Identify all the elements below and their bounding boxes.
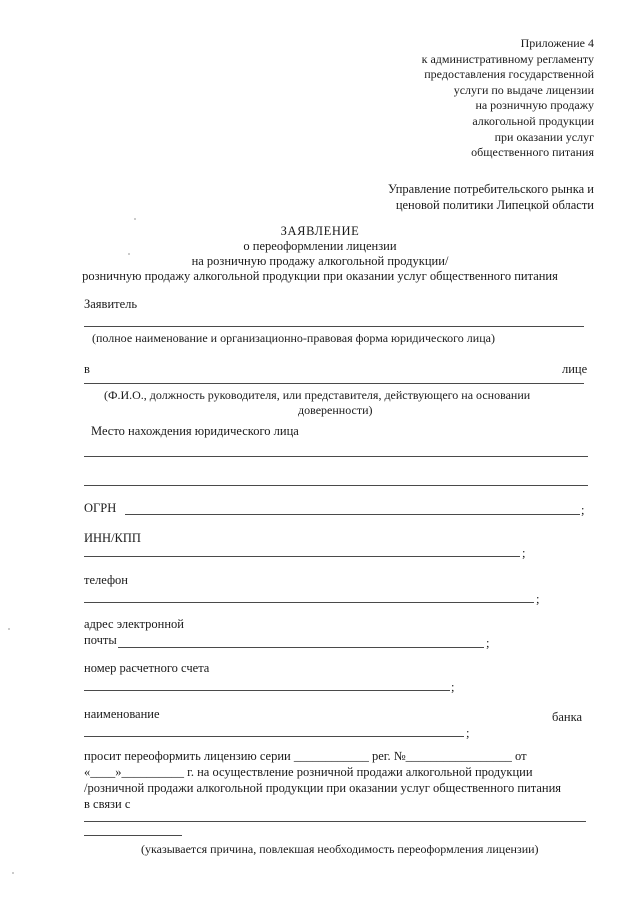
bank-label: банка [552,710,583,724]
reason-hint: (указывается причина, повлекшая необходимость переоформления лицензии) [141,842,539,856]
location-label: Место нахождения юридического лица [91,424,299,438]
account-label: номер расчетного счета [84,661,210,675]
addressee-block [388,181,594,213]
addressee-line: Управление потребительского рынка и [387,182,594,196]
title-line: розничную продажу алкогольной продукции при оказании услуг общественного питания [82,269,558,283]
representative-hint: (Ф.И.О., должность руководителя, или представителя, действующего на основании [104,388,531,402]
appendix-line: к административному регламенту [421,51,594,66]
appendix-line: Приложение 4 [520,36,594,50]
appendix-line: предоставления государственной [424,67,594,82]
bank-name-field[interactable] [84,736,464,737]
location-field-line-2[interactable] [84,485,588,486]
location-field-line-1[interactable] [84,456,588,457]
inn-kpp-end: ; [522,546,526,560]
request-line: /розничной продажи алкогольной продукции при оказании услуг общественного питания [84,781,562,795]
reason-field-line-1[interactable] [84,821,586,822]
ogrn-field[interactable] [125,514,580,515]
phone-end: ; [536,592,540,606]
title-heading: ЗАЯВЛЕНИЕ [280,224,360,238]
email-label-cont: почты [84,633,117,647]
inn-kpp-field[interactable] [84,556,520,557]
inn-kpp-label: ИНН/КПП [84,531,141,545]
appendix-line: при оказании услуг [494,129,594,144]
email-end: ; [486,636,490,650]
bank-name-label: наименование [84,707,160,721]
phone-label: телефон [84,573,128,587]
scan-speck [134,218,136,220]
ogrn-label: ОГРН [84,501,117,515]
title-line: о переоформлении лицензии [243,239,397,253]
request-line: в связи с [84,797,131,811]
request-paragraph [84,748,586,812]
addressee-line: ценовой политики Липецкой области [395,198,594,212]
bank-name-end: ; [466,726,470,740]
representative-field[interactable] [84,383,584,384]
request-line: «____»__________ г. на осуществление розничной продажи алкогольной продукции [84,765,533,779]
appendix-line: общественного питания [471,145,594,160]
ogrn-end: ; [581,503,585,517]
phone-field[interactable] [84,602,534,603]
title-line: на розничную продажу алкогольной продукции/ [191,254,449,268]
account-field[interactable] [84,690,450,691]
reason-field-line-2[interactable] [84,835,182,836]
applicant-hint: (полное наименование и организационно-правовая форма юридического лица) [92,331,495,345]
applicant-label: Заявитель [84,297,138,311]
scan-speck [8,628,10,630]
appendix-line: услуги по выдаче лицензии [453,82,594,97]
request-line: просит переоформить лицензию серии ____________ рег. №_________________ от [84,749,527,763]
scan-speck [12,872,14,874]
appendix-line: алкогольной продукции [472,113,594,128]
document-title [0,224,640,284]
account-end: ; [451,680,455,694]
in-suffix-label: лице [562,362,588,376]
applicant-name-field[interactable] [84,326,584,327]
in-prefix-label: в [84,362,90,376]
appendix-line: на розничную продажу [475,98,594,113]
email-label: адрес электронной [84,617,184,631]
scan-speck [128,253,130,255]
email-field[interactable] [118,647,484,648]
representative-hint-cont: доверенности) [298,403,373,417]
appendix-header [422,36,594,161]
